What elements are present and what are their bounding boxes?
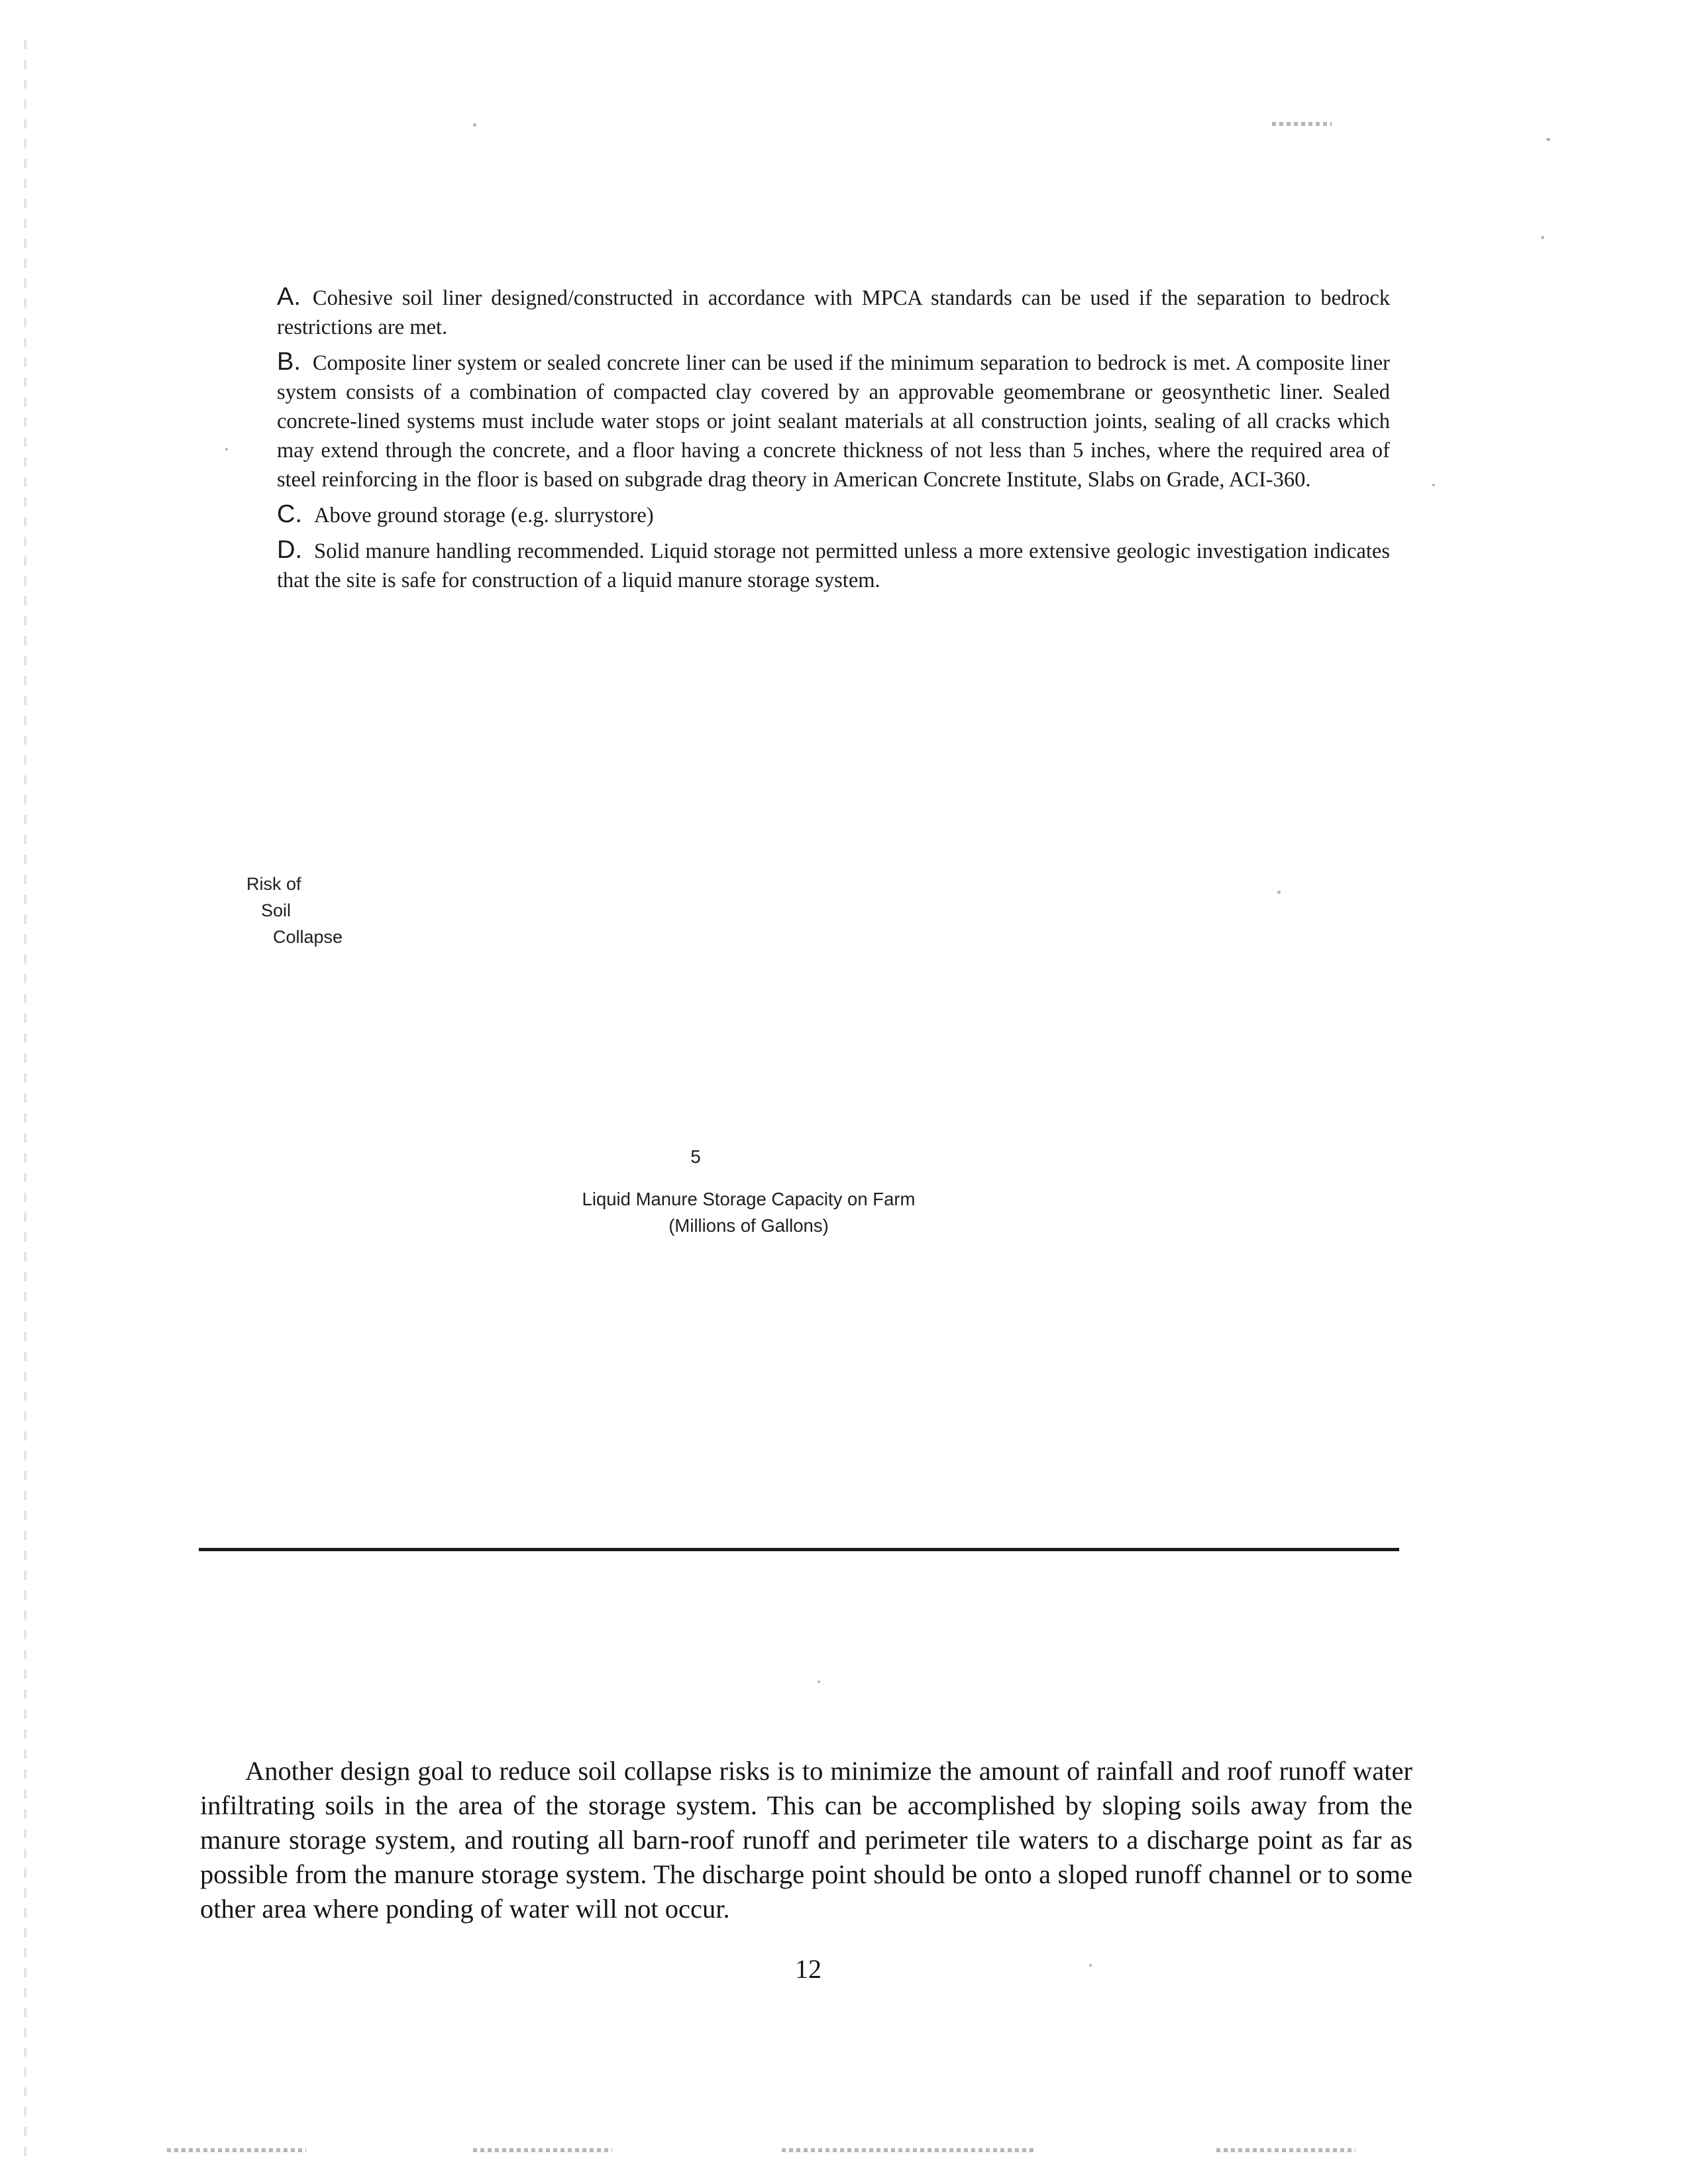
note-a — [277, 282, 1390, 342]
scan-speck — [1541, 236, 1544, 239]
y-label-line: Collapse — [273, 927, 343, 947]
chart-x-axis-label — [464, 1186, 1034, 1239]
page-number: 12 — [795, 1954, 822, 1984]
note-letter: A. — [277, 283, 301, 311]
note-text: Composite liner system or sealed concrete liner can be used if the minimum separation to bedrock is met. A composite liner system consists of a combination of compacted clay covered by an approvable geomembrane or geosynthetic liner. Sealed concrete-lined systems must include water stops or joint sealant materials at all construction joints, sealing of all cracks which may extend through the concrete, and a floor having a concrete thickness of not less than 5 inches, where the required area of steel reinforcing in the floor is based on subgrade drag theory in American Concrete Institute, Slabs on Grade, ACI-360. — [277, 351, 1390, 492]
liner-notes — [277, 282, 1390, 600]
scan-smudge — [782, 2148, 1034, 2152]
scan-smudge — [473, 2148, 612, 2152]
x-label-line: (Millions of Gallons) — [668, 1215, 829, 1236]
x-label-line: Liquid Manure Storage Capacity on Farm — [582, 1189, 916, 1209]
note-letter: C. — [277, 500, 302, 528]
y-label-line: Soil — [261, 901, 292, 920]
note-letter: B. — [277, 348, 301, 376]
scan-speck — [1089, 1964, 1092, 1967]
body-paragraph: Another design goal to reduce soil collapse risks is to minimize the amount of rainfall and roof runoff water infiltrating soils in the area of the storage system. This can be accomplished by sloping soils away from the manure storage system, and routing all barn-roof runoff and perimeter tile waters to a discharge point as far as possible from the manure storage system. The discharge point should be onto a sloped runoff channel or to some other area where ponding of water will not occur. — [200, 1755, 1412, 1924]
note-text: Above ground storage (e.g. slurrystore) — [314, 504, 654, 527]
scan-smudge — [1216, 2148, 1355, 2152]
scan-smudge — [167, 2148, 306, 2152]
note-letter: D. — [277, 536, 302, 564]
note-b — [277, 347, 1390, 494]
note-c — [277, 500, 1390, 530]
horizontal-rule — [199, 1548, 1399, 1551]
scan-speck — [818, 1680, 820, 1683]
scan-speck — [473, 123, 476, 127]
scan-smudge — [1272, 122, 1332, 126]
note-d — [277, 535, 1390, 595]
y-label-line: Risk of — [246, 874, 301, 894]
scan-speck — [1277, 891, 1281, 894]
scan-speck — [1546, 138, 1550, 141]
note-text: Cohesive soil liner designed/constructed in accordance with MPCA standards can be used if the separation to bedrock restrictions are met. — [277, 286, 1390, 339]
note-text: Solid manure handling recommended. Liquid storage not permitted unless a more extensive geologic investigation indicates that the site is safe for construction of a liquid manure storage system. — [277, 539, 1390, 592]
scan-speck — [1432, 484, 1435, 486]
scan-speck — [225, 448, 228, 451]
chart-x-tick-label: 5 — [690, 1146, 701, 1167]
chart-y-axis-label — [246, 871, 343, 950]
scan-edge-artifact — [24, 40, 26, 2167]
